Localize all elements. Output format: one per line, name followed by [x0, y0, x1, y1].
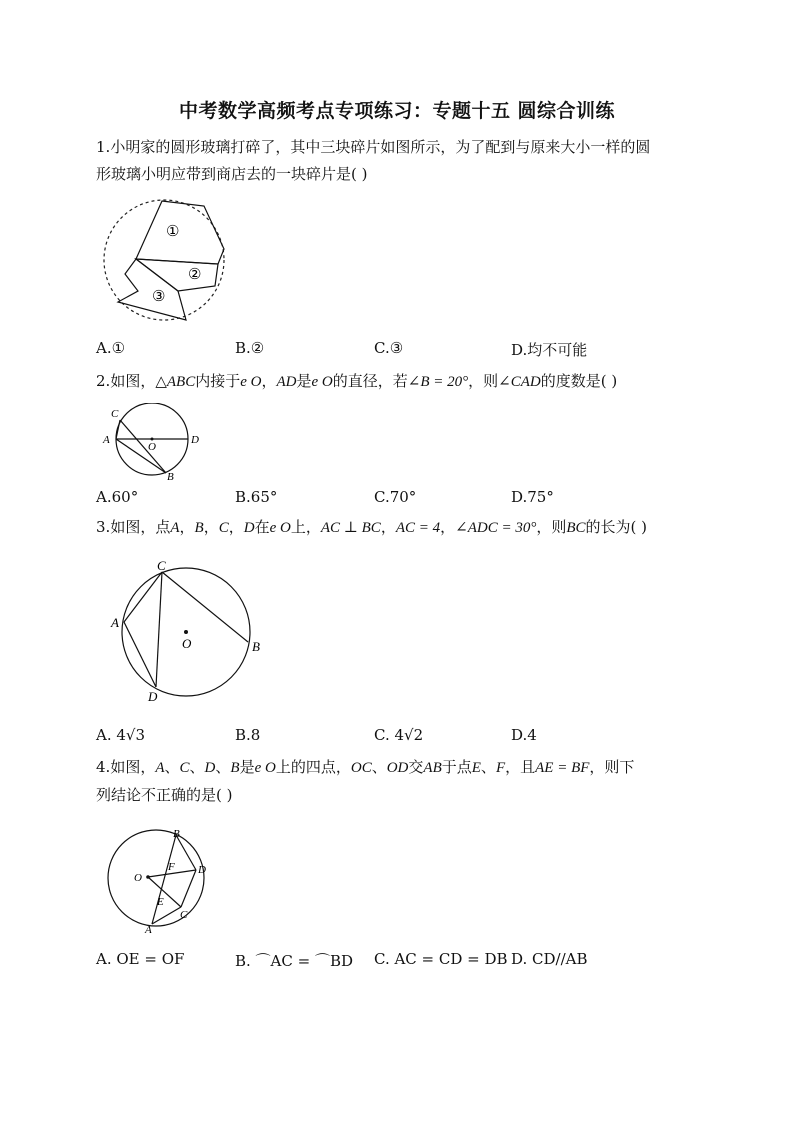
label-a: A: [145, 924, 152, 936]
option-a[interactable]: A. 4√3: [96, 726, 146, 744]
stem-text: 的度数是( ): [540, 372, 618, 390]
label-c: C: [111, 408, 119, 420]
math-expr: D: [204, 760, 216, 776]
chord-dc: [181, 870, 196, 907]
stem-text: 的直径，若: [332, 372, 408, 390]
question-2-figure: [100, 403, 200, 481]
stem-text: 是: [239, 758, 255, 776]
math-expr: e O: [240, 374, 262, 390]
option-a[interactable]: A. OE = OF: [96, 950, 185, 968]
stem-text: ，: [179, 518, 195, 536]
option-d[interactable]: D.75°: [511, 488, 554, 506]
math-expr: ∠CAD: [498, 374, 541, 390]
chord-ab: [152, 835, 176, 924]
math-expr: AC ⊥ BC: [320, 520, 381, 536]
option-c[interactable]: C. AC = CD = DB: [374, 950, 508, 968]
question-3-figure: [106, 556, 266, 704]
center-point: [184, 630, 188, 634]
label-c: C: [180, 909, 188, 921]
label-o: O: [148, 441, 156, 453]
option-b[interactable]: B.65°: [235, 488, 278, 506]
stem-text: 交: [408, 758, 424, 776]
math-expr: ∠ADC = 30°: [455, 520, 537, 536]
label-b: B: [252, 639, 260, 654]
stem-text: 如图，点: [110, 518, 171, 536]
question-1-stem: [96, 134, 708, 188]
stem-text: ，则: [536, 518, 567, 536]
math-expr: AC = 4: [395, 520, 441, 536]
label-d: D: [148, 689, 158, 704]
stem-text: ，且: [505, 758, 536, 776]
stem-text: ，: [261, 372, 277, 390]
question-2-stem: [96, 368, 708, 396]
question-1-figure: [98, 196, 230, 326]
stem-text: ，则: [468, 372, 499, 390]
segment-cb: [162, 572, 248, 642]
option-a[interactable]: A.①: [96, 339, 126, 357]
label-b: B: [167, 471, 174, 481]
question-4-figure: [100, 826, 212, 936]
stem-text: 、: [215, 758, 231, 776]
label-d: D: [198, 864, 206, 876]
math-expr: AD: [276, 374, 297, 390]
label-d: D: [191, 434, 199, 446]
stem-text: 如图，: [110, 372, 156, 390]
label-3: ③: [152, 289, 166, 305]
math-expr: E: [471, 760, 481, 776]
fragment-1: [136, 201, 224, 264]
stem-text: 上，: [290, 518, 321, 536]
math-expr: A: [155, 760, 165, 776]
label-1: ①: [166, 224, 180, 240]
stem-text: 上的四点，: [275, 758, 351, 776]
math-expr: D: [243, 520, 255, 536]
center-point: [146, 875, 150, 879]
stem-text: 的长为( ): [585, 518, 648, 536]
stem-text: 形玻璃小明应带到商店去的一块碎片是( ): [96, 165, 368, 183]
math-expr: AE = BF: [535, 760, 590, 776]
math-expr: △ABC: [155, 374, 196, 390]
option-c[interactable]: C.③: [374, 339, 404, 357]
option-b[interactable]: B. ⌒AC = ⌒BD: [235, 952, 354, 970]
stem-text: 在: [254, 518, 270, 536]
stem-text: ，: [440, 518, 456, 536]
stem-text: 、: [480, 758, 496, 776]
math-expr: A: [170, 520, 180, 536]
math-expr: C: [218, 520, 229, 536]
math-expr: F: [495, 760, 506, 776]
circle-o: [108, 830, 204, 926]
stem-text: 小明家的圆形玻璃打碎了，其中三块碎片如图所示，为了配到与原来大小一样的圆: [110, 138, 651, 156]
option-c[interactable]: C. 4√2: [374, 726, 424, 744]
stem-text: 、: [164, 758, 180, 776]
stem-text: 、: [189, 758, 205, 776]
stem-text: ，: [228, 518, 244, 536]
math-expr: BC: [566, 520, 586, 536]
option-d[interactable]: D.4: [511, 726, 537, 744]
segment-cd: [156, 572, 162, 687]
math-expr: OD: [386, 760, 409, 776]
label-o: O: [134, 872, 142, 884]
label-b: B: [173, 828, 180, 840]
segment-ca: [116, 420, 120, 439]
option-a[interactable]: A.60°: [96, 488, 139, 506]
question-4-stem: [96, 754, 708, 809]
stem-text: ，则下: [589, 758, 635, 776]
label-o: O: [182, 636, 192, 651]
stem-text: 是: [296, 372, 312, 390]
question-number: 4.: [96, 758, 111, 776]
label-e: E: [157, 896, 164, 908]
label-2: ②: [188, 267, 202, 283]
stem-text: 列结论不正确的是( ): [96, 786, 233, 804]
math-expr: B: [230, 760, 240, 776]
stem-text: ，: [203, 518, 219, 536]
question-number: 3.: [96, 518, 111, 536]
math-expr: OC: [350, 760, 372, 776]
stem-text: 内接于: [195, 372, 241, 390]
question-3-stem: [96, 514, 708, 542]
option-d[interactable]: D. CD//AB: [511, 950, 588, 968]
stem-text: ，: [380, 518, 396, 536]
math-expr: ∠B = 20°: [407, 374, 469, 390]
question-number: 2.: [96, 372, 111, 390]
label-a: A: [111, 615, 119, 630]
stem-text: 、: [371, 758, 387, 776]
option-b[interactable]: B.8: [235, 726, 261, 744]
option-c[interactable]: C.70°: [374, 488, 417, 506]
math-expr: B: [194, 520, 204, 536]
question-number: 1.: [96, 138, 111, 156]
page-title: 中考数学高频考点专项练习：专题十五 圆综合训练: [178, 100, 616, 122]
math-expr: C: [179, 760, 190, 776]
label-c: C: [157, 558, 166, 573]
math-expr: e O: [254, 760, 276, 776]
math-expr: e O: [311, 374, 333, 390]
math-expr: AB: [423, 760, 442, 776]
option-d[interactable]: D.均不可能: [511, 341, 588, 359]
segment-ca: [124, 572, 162, 622]
label-f: F: [168, 861, 175, 873]
fragment-2: [136, 259, 218, 291]
segment-oc: [148, 877, 181, 907]
stem-text: 如图，: [110, 758, 156, 776]
label-a: A: [103, 434, 110, 446]
math-expr: e O: [269, 520, 291, 536]
stem-text: 于点: [441, 758, 472, 776]
option-b[interactable]: B.②: [235, 339, 265, 357]
